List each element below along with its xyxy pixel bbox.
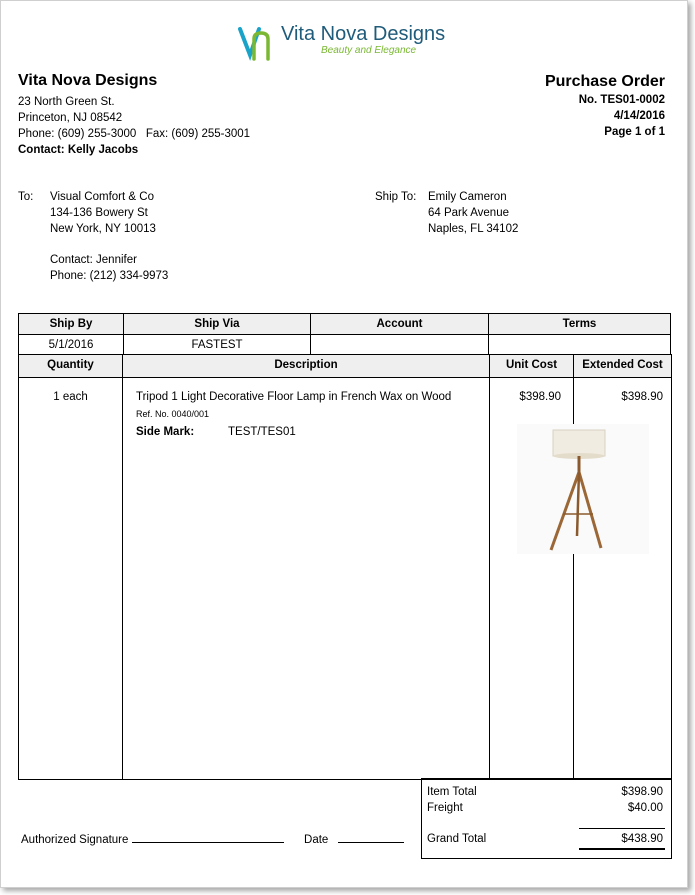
- order-info: [545, 72, 665, 140]
- vendor-address: [50, 189, 168, 284]
- company-phone-fax: Phone: (609) 255-3000 Fax: (609) 255-3001: [18, 128, 251, 140]
- shipping-value-row: [19, 335, 671, 356]
- ship-to-label: Ship To:: [375, 191, 417, 203]
- grand-total-rule: [579, 848, 665, 850]
- ship-via-value: FASTEST: [124, 335, 311, 356]
- date-line[interactable]: [338, 842, 404, 843]
- company-name: Vita Nova Designs: [18, 72, 158, 89]
- company-address: [18, 94, 250, 158]
- ship-to-name: Emily Cameron: [428, 191, 507, 203]
- ship-to-address: [428, 189, 518, 237]
- grand-total-label: Grand Total: [427, 833, 487, 845]
- ship-to-address-line2: Naples, FL 34102: [428, 223, 519, 235]
- company-address-line1: 23 North Green St.: [18, 96, 115, 108]
- shipping-table: [18, 313, 671, 356]
- grand-total-value: $438.90: [621, 833, 663, 845]
- item-description-cell: [136, 389, 481, 440]
- ship-to-address-line1: 64 Park Avenue: [428, 207, 509, 219]
- logo-brand-name: Vita Nova Designs: [281, 23, 446, 45]
- side-mark-label: Side Mark:: [136, 426, 195, 438]
- totals-box: [421, 778, 672, 859]
- unit-cost-header: Unit Cost: [505, 359, 558, 371]
- item-total-value: $398.90: [621, 786, 663, 798]
- terms-value: [489, 335, 671, 356]
- quantity-header: Quantity: [47, 359, 94, 371]
- vendor-address-line1: 134-136 Bowery St: [50, 207, 148, 219]
- company-address-line2: Princeton, NJ 08542: [18, 112, 123, 124]
- account-header: Account: [311, 314, 489, 335]
- signature-line[interactable]: [132, 842, 284, 843]
- vendor-name: Visual Comfort & Co: [50, 191, 154, 203]
- signature-area: [21, 832, 404, 848]
- signature-label: Authorized Signature: [21, 834, 129, 846]
- item-side-mark: [136, 424, 481, 440]
- freight-label: Freight: [427, 802, 463, 814]
- to-label: To:: [18, 191, 34, 203]
- logo-tagline: Beauty and Elegance: [321, 45, 417, 56]
- ship-via-header: Ship Via: [124, 314, 311, 335]
- company-contact: Contact: Kelly Jacobs: [18, 144, 139, 156]
- extended-cost-header: Extended Cost: [582, 359, 663, 371]
- freight-value: $40.00: [627, 802, 663, 814]
- vendor-phone: Phone: (212) 334-9973: [50, 270, 169, 282]
- shipping-header-row: [19, 314, 671, 335]
- ship-by-value: 5/1/2016: [19, 335, 124, 356]
- side-mark-value: TEST/TES01: [228, 426, 296, 438]
- item-extended-cost: $398.90: [621, 391, 663, 403]
- account-value: [311, 335, 489, 356]
- terms-header: Terms: [489, 314, 671, 335]
- product-image-floor-lamp: [517, 424, 649, 554]
- line-items-table: [18, 354, 672, 780]
- vn-logo-mark-icon: [237, 15, 277, 65]
- date-label: Date: [304, 834, 329, 846]
- total-rule: [579, 828, 665, 829]
- item-quantity: 1 each: [53, 391, 88, 403]
- item-unit-cost: $398.90: [519, 391, 561, 403]
- vendor-contact: Contact: Jennifer: [50, 254, 137, 266]
- item-total-label: Item Total: [427, 786, 477, 798]
- order-number: No. TES01-0002: [578, 94, 665, 106]
- item-description: Tripod 1 Light Decorative Floor Lamp in French Wax on Wood: [136, 391, 452, 403]
- ship-by-header: Ship By: [19, 314, 124, 335]
- company-logo: [231, 11, 451, 67]
- item-ref: Ref. No. 0040/001: [136, 409, 210, 419]
- description-header: Description: [274, 359, 338, 371]
- order-date: 4/14/2016: [613, 110, 665, 122]
- order-page: Page 1 of 1: [604, 126, 665, 138]
- vendor-address-line2: New York, NY 10013: [50, 223, 156, 235]
- order-title: Purchase Order: [544, 73, 665, 90]
